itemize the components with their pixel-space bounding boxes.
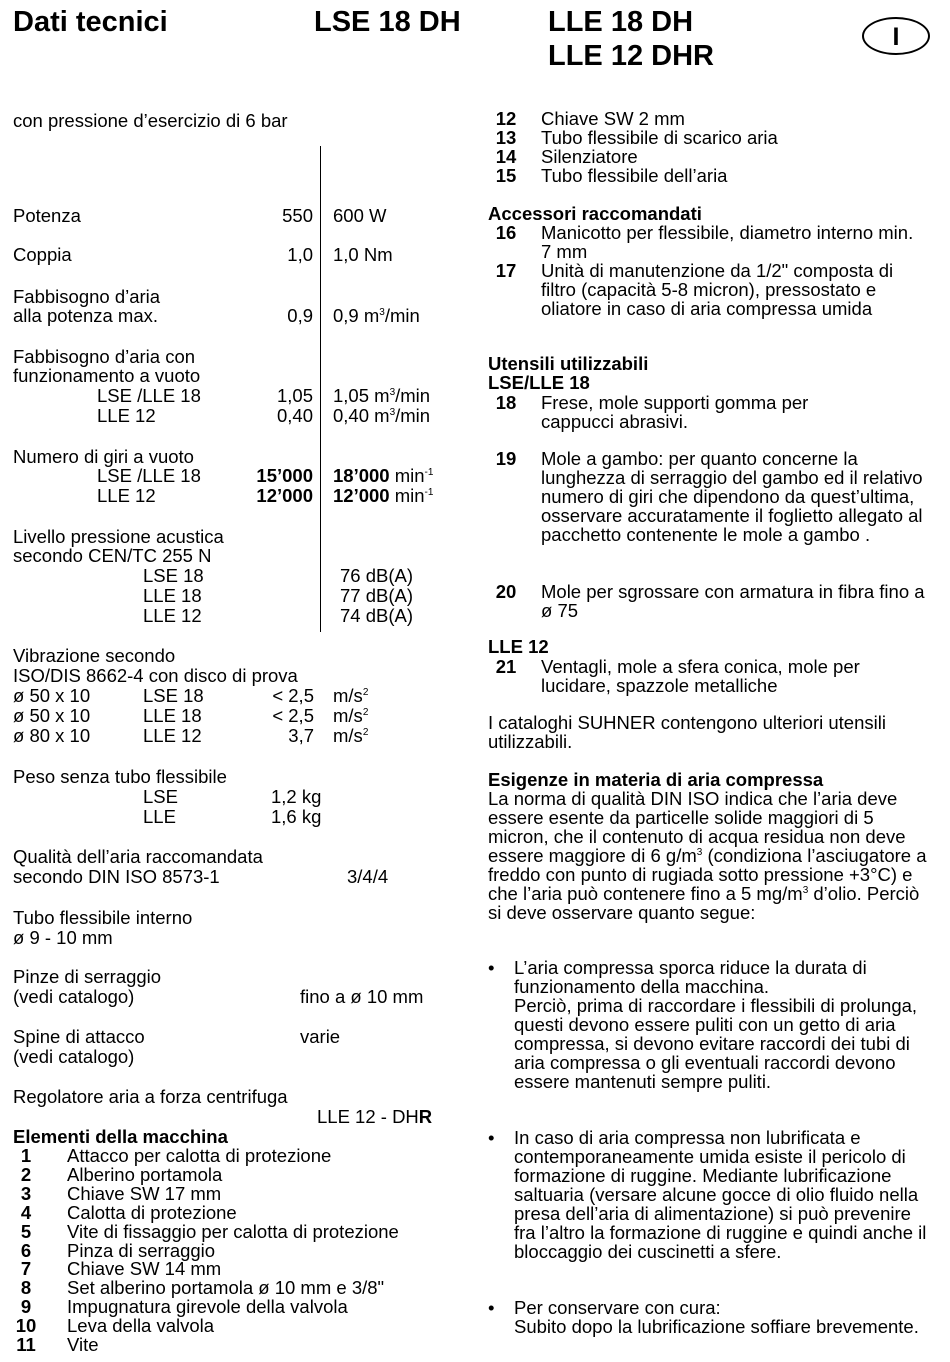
element-number: 4 — [20, 1201, 32, 1223]
governor-value: LLE 12 - DHR — [317, 1106, 433, 1127]
element-text: Chiave SW 14 mm — [67, 1258, 222, 1280]
element-number: 3 — [20, 1182, 32, 1204]
collets-label2: (vedi catalogo) — [13, 986, 135, 1007]
vibration-unit: $m/s^2$ — [333, 705, 369, 726]
plugs-label1: Spine di attacco — [13, 1026, 145, 1047]
vibration-unit: $m/s^2$ — [333, 685, 369, 706]
tool-text: Mole per sgrossare con armatura in fibra fino a ø 75 — [541, 581, 925, 621]
element-number: 10 — [15, 1315, 37, 1337]
torque-label: Coppia — [13, 244, 72, 265]
air-idle-model: LSE /LLE 18 — [97, 385, 201, 406]
element-text: Chiave SW 2 mm — [541, 108, 685, 129]
plugs-label2: (vedi catalogo) — [13, 1046, 135, 1067]
air-max-label1: Fabbisogno d’aria — [13, 286, 161, 307]
element-text: Impugnatura girevole della valvola — [67, 1296, 348, 1318]
governor-label: Regolatore aria a forza centrifuga — [13, 1086, 288, 1107]
air-idle-v2: 0,40 $m^3/\min$ — [333, 405, 431, 426]
element-number: 12 — [495, 108, 517, 129]
speed-label: Numero di giri a vuoto — [13, 446, 194, 467]
model-lle-18: LLE 18 DH — [548, 6, 694, 38]
air-max-v2: 0,9 $m^3/\min$ — [333, 305, 420, 326]
vibration-unit: $m/s^2$ — [333, 725, 369, 746]
vibration-value: 3,7 — [288, 725, 314, 746]
tool-number: 19 — [495, 448, 517, 469]
air-req-intro: La norma di qualità DIN ISO indica che l’aria deve essere esente da particelle solide maggiori di 5 micron, che il contenuto di acqua residua non deve essere maggiore di 6 $g/m^3$ (condiziona l’asciugatore a freddo con punto di rugiada sotto pressione +3°C) e che l’aria può contenere fino a 5 $mg/m^3$ d’olio. Perciò si deve osservare quanto segue: — [488, 788, 927, 923]
air-idle-v2: 1,05 $m^3/\min$ — [333, 385, 431, 406]
air-quality-label1: Qualità dell’aria raccomandata — [13, 846, 263, 867]
element-number: 6 — [20, 1239, 32, 1261]
bullet-text: Per conservare con cura: Subito dopo la lubrificazione soffiare brevemente. — [514, 1297, 919, 1337]
weight-label: Peso senza tubo flessibile — [13, 766, 227, 787]
element-text: Chiave SW 17 mm — [67, 1182, 222, 1204]
bullet-marker: • — [488, 957, 495, 978]
element-text: Alberino portamola — [67, 1163, 223, 1185]
torque-v2: 1,0 Nm — [333, 244, 393, 265]
element-number: 9 — [20, 1296, 32, 1318]
torque-v1: 1,0 — [287, 244, 313, 265]
language-badge: I — [862, 17, 930, 55]
bullet-text: In caso di aria compressa non lubrificata e contemporaneamente umida esiste il pericolo di formazione di ruggine. Mediante lubrificazione saltuaria (versare alcune gocce di olio fluido nella presa dell’aria di alimentazione) si può prevenire fra l’altro la formazione di ruggine e quindi anche il bloccaggio dei cuscinetti a sfere. — [514, 1127, 927, 1262]
vibration-disc: ø 50 x 10 — [13, 685, 91, 706]
element-text: Tubo flessibile di scarico aria — [541, 127, 778, 148]
model-lle-12: LLE 12 DHR — [548, 40, 714, 72]
air-idle-label1: Fabbisogno d’aria con — [13, 346, 196, 367]
speed-v2: 12’000 $\min^{-1}$ — [333, 485, 434, 506]
accessories-title: Accessori raccomandati — [488, 203, 702, 224]
element-number: 15 — [495, 165, 517, 186]
vibration-label1: Vibrazione secondo — [13, 645, 176, 666]
power-v2: 600 W — [333, 205, 387, 226]
accessory-text: Unità di manutenzione da 1/2" composta di filtro (capacità 5-8 micron), pressostato e oliatore in caso di aria compressa umida — [541, 260, 894, 319]
noise-label1: Livello pressione acustica — [13, 526, 224, 547]
plugs-value: varie — [300, 1026, 341, 1047]
element-text: Vite — [67, 1334, 99, 1355]
element-number: 14 — [495, 146, 517, 167]
air-max-v1: 0,9 — [287, 305, 313, 326]
air-idle-v1: 1,05 — [276, 385, 313, 406]
element-text: Vite di fissaggio per calotta di protezione — [67, 1220, 399, 1242]
noise-model: LSE 18 — [143, 565, 204, 586]
tool-text: Frese, mole supporti gomma per cappucci abrasivi. — [541, 392, 809, 432]
tools-sub-lse: LSE/LLE 18 — [488, 372, 590, 393]
vibration-disc: ø 80 x 10 — [13, 725, 91, 746]
element-text: Pinza di serraggio — [67, 1239, 216, 1261]
model-lse: LSE 18 DH — [314, 6, 461, 38]
tools-title: Utensili utilizzabili — [488, 353, 649, 374]
vibration-value: < 2,5 — [272, 705, 314, 726]
air-max-label2: alla potenza max. — [13, 305, 159, 326]
specs-intro: con pressione d’esercizio di 6 bar — [13, 110, 288, 131]
weight-value: 1,2 kg — [271, 786, 322, 807]
speed-v2: 18’000 $\min^{-1}$ — [333, 465, 434, 486]
air-quality-value: 3/4/4 — [347, 866, 389, 887]
tools-sub-lle12: LLE 12 — [488, 636, 549, 657]
element-number: 7 — [20, 1258, 32, 1280]
element-number: 11 — [16, 1334, 36, 1355]
bullet-marker: • — [488, 1127, 495, 1148]
hose-label2: ø 9 - 10 mm — [13, 927, 113, 948]
air-idle-label2: funzionamento a vuoto — [13, 365, 201, 386]
page-title: Dati tecnici — [13, 6, 168, 38]
bullet-text: L’aria compressa sporca riduce la durata di funzionamento della macchina. Perciò, prima di raccordare i flessibili di prolunga, questi devono essere puliti con un getto di aria compressa, si devono evitare raccordi dei tubi di aria compressa o gli eventuali raccordi devono essere mantenuti sempre puliti. — [514, 957, 918, 1092]
vibration-value: < 2,5 — [272, 685, 314, 706]
speed-model: LLE 12 — [97, 485, 156, 506]
noise-model: LLE 12 — [143, 605, 202, 626]
tool-text: Mole a gambo: per quanto concerne la lunghezza di serraggio del gambo ed il relativo numero di giri che dipendono da quest’ultima, osservare accuratamente il foglietto allegato al pacchetto contenente le mole a gambo . — [541, 448, 923, 545]
element-number: 8 — [20, 1277, 32, 1299]
noise-value: 77 dB(A) — [340, 585, 414, 606]
speed-model: LSE /LLE 18 — [97, 465, 201, 486]
collets-value: fino a ø 10 mm — [300, 986, 424, 1007]
accessory-number: 16 — [495, 222, 517, 243]
weight-value: 1,6 kg — [271, 806, 322, 827]
power-v1: 550 — [282, 205, 313, 226]
column-divider — [320, 146, 321, 632]
air-req-title: Esigenze in materia di aria compressa — [488, 769, 824, 790]
element-text: Silenziatore — [541, 146, 638, 167]
noise-value: 74 dB(A) — [340, 605, 414, 626]
element-text: Attacco per calotta di protezione — [67, 1145, 332, 1166]
air-quality-label2: secondo DIN ISO 8573-1 — [13, 866, 220, 887]
tool-number: 20 — [495, 581, 517, 602]
vibration-disc: ø 50 x 10 — [13, 705, 91, 726]
noise-label2: secondo CEN/TC 255 N — [13, 545, 212, 566]
elements-title: Elementi della macchina — [13, 1126, 228, 1147]
speed-v1: 12’000 — [256, 485, 313, 506]
weight-model: LSE — [143, 786, 178, 807]
element-text: Leva della valvola — [67, 1315, 215, 1337]
element-text: Set alberino portamola ø 10 mm e 3/8" — [67, 1277, 385, 1299]
vibration-model: LLE 18 — [143, 705, 202, 726]
element-text: Calotta di protezione — [67, 1201, 237, 1223]
element-number: 1 — [20, 1145, 32, 1166]
weight-model: LLE — [143, 806, 176, 827]
vibration-model: LSE 18 — [143, 685, 204, 706]
tool-number: 18 — [495, 392, 517, 413]
air-idle-v1: 0,40 — [276, 405, 313, 426]
element-number: 2 — [20, 1163, 32, 1185]
vibration-label2: ISO/DIS 8662-4 con disco di prova — [13, 665, 298, 686]
collets-label1: Pinze di serraggio — [13, 966, 162, 987]
bullet-marker: • — [488, 1297, 495, 1318]
accessory-number: 17 — [495, 260, 517, 281]
element-text: Tubo flessibile dell’aria — [541, 165, 728, 186]
tool-text: Ventagli, mole a sfera conica, mole per lucidare, spazzole metalliche — [541, 656, 860, 696]
element-number: 5 — [20, 1220, 32, 1242]
vibration-model: LLE 12 — [143, 725, 202, 746]
speed-v1: 15’000 — [256, 465, 313, 486]
tool-number: 21 — [495, 656, 517, 677]
catalog-note: I cataloghi SUHNER contengono ulteriori utensili utilizzabili. — [488, 712, 886, 752]
element-number: 13 — [495, 127, 517, 148]
noise-model: LLE 18 — [143, 585, 202, 606]
power-label: Potenza — [13, 205, 81, 226]
air-idle-model: LLE 12 — [97, 405, 156, 426]
noise-value: 76 dB(A) — [340, 565, 414, 586]
hose-label1: Tubo flessibile interno — [13, 907, 193, 928]
accessory-text: Manicotto per flessibile, diametro interno min. 7 mm — [541, 222, 914, 262]
